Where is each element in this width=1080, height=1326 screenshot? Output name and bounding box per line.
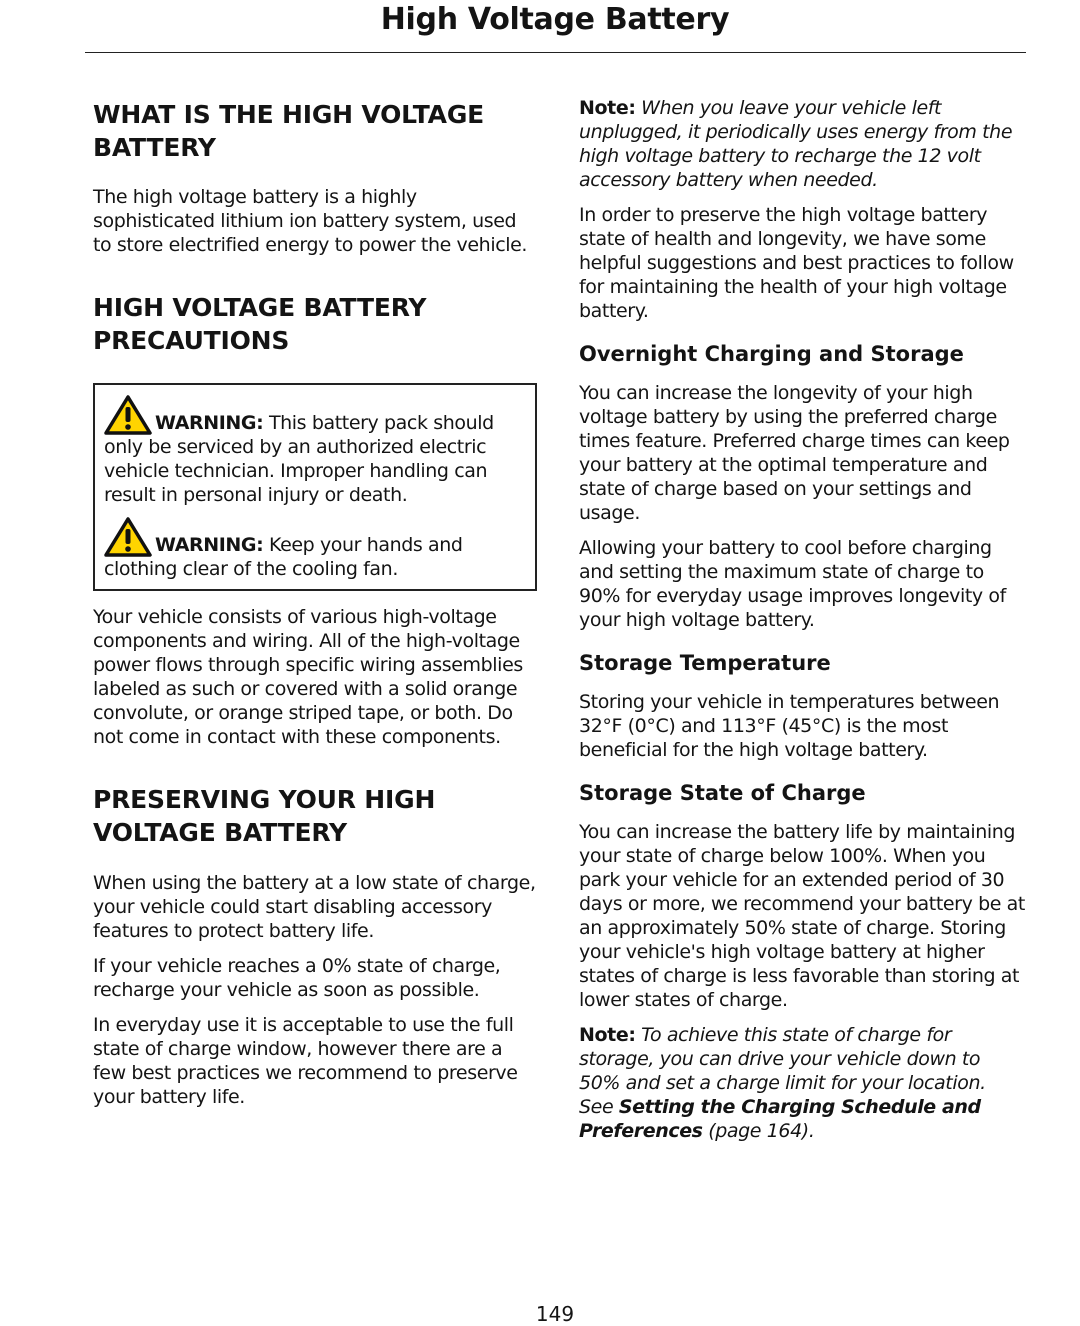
- warning-triangle-icon: [104, 517, 152, 557]
- heading-overnight-charging: Overnight Charging and Storage: [579, 342, 964, 366]
- note-unplugged: [579, 96, 1025, 192]
- warning-item-fan: [104, 517, 527, 581]
- page-title: High Voltage Battery: [380, 2, 730, 37]
- note-text: To achieve this state of charge for storage, you can drive your vehicle down to 50% and set a charge limit for your location. See: [579, 1024, 986, 1118]
- heading-storage-temperature: Storage Temperature: [579, 651, 831, 675]
- paragraph-low-charge: When using the battery at a low state of charge, your vehicle could start disabling accessory features to protect battery life.: [93, 872, 536, 942]
- note-label: Note:: [579, 97, 636, 119]
- page-number: 149: [535, 1302, 575, 1326]
- page-reference: (page 164).: [702, 1120, 815, 1142]
- warning-item-service: [104, 395, 527, 507]
- title-divider: [85, 52, 1026, 53]
- right-column: [579, 96, 1025, 1143]
- heading-what-is-battery: WHAT IS THE HIGH VOLTAGE BATTERY: [93, 100, 485, 162]
- paragraph-zero-charge: If your vehicle reaches a 0% state of charge, recharge your vehicle as soon as possible.: [93, 955, 501, 1001]
- paragraph-preferred-charge: You can increase the longevity of your high voltage battery by using the preferred charge times feature. Preferred charge times can keep your battery at the optimal temperature and state of charge based on your settings and usage.: [579, 382, 1010, 524]
- heading-preserving: PRESERVING YOUR HIGH VOLTAGE BATTERY: [93, 785, 436, 847]
- heading-precautions: HIGH VOLTAGE BATTERY PRECAUTIONS: [93, 293, 427, 355]
- left-column: [93, 96, 537, 1109]
- warning-label: WARNING:: [155, 412, 264, 434]
- paragraph-cool-before-charging: Allowing your battery to cool before charging and setting the maximum state of charge to 90% for everyday usage improves longevity of your high voltage battery.: [579, 537, 1006, 631]
- warning-text: Keep your hands and clothing clear of the cooling fan.: [104, 534, 463, 580]
- paragraph-hv-components: Your vehicle consists of various high-voltage components and wiring. All of the high-voltage power flows through specific wiring assemblies labeled as such or covered with a solid orange convolute, or orange striped tape, or both. Do not come in contact with these components.: [93, 606, 523, 748]
- warning-box: [93, 383, 537, 591]
- paragraph-what-is-battery: The high voltage battery is a highly sophisticated lithium ion battery system, used to store electrified energy to power the vehicle.: [93, 186, 528, 256]
- cross-reference-link[interactable]: Setting the Charging Schedule and Preferences: [579, 1096, 981, 1142]
- warning-label: WARNING:: [155, 534, 264, 556]
- paragraph-intro: In order to preserve the high voltage battery state of health and longevity, we have some helpful suggestions and best practices to follow for maintaining the health of your high voltage battery.: [579, 204, 1014, 322]
- paragraph-everyday-use: In everyday use it is acceptable to use the full state of charge window, however there are a few best practices we recommend to preserve your battery life.: [93, 1014, 518, 1108]
- warning-triangle-icon: [104, 395, 152, 435]
- paragraph-storage-soc: You can increase the battery life by maintaining your state of charge below 100%. When you park your vehicle for an extended period of 30 days or more, we recommend your battery be at an approximately 50% state of charge. Storing your vehicle's high voltage battery at higher states of charge is less favorable than storing at lower states of charge.: [579, 821, 1025, 1011]
- note-storage-charge: [579, 1023, 1025, 1143]
- warning-text: This battery pack should only be serviced by an authorized electric vehicle technician. Improper handling can result in personal injury or death.: [104, 412, 494, 506]
- paragraph-storage-temperature: Storing your vehicle in temperatures between 32°F (0°C) and 113°F (45°C) is the most beneficial for the high voltage battery.: [579, 691, 1000, 761]
- heading-storage-soc: Storage State of Charge: [579, 781, 866, 805]
- note-text: When you leave your vehicle left unplugged, it periodically uses energy from the high voltage battery to recharge the 12 volt accessory battery when needed.: [579, 97, 1013, 191]
- note-label: Note:: [579, 1024, 636, 1046]
